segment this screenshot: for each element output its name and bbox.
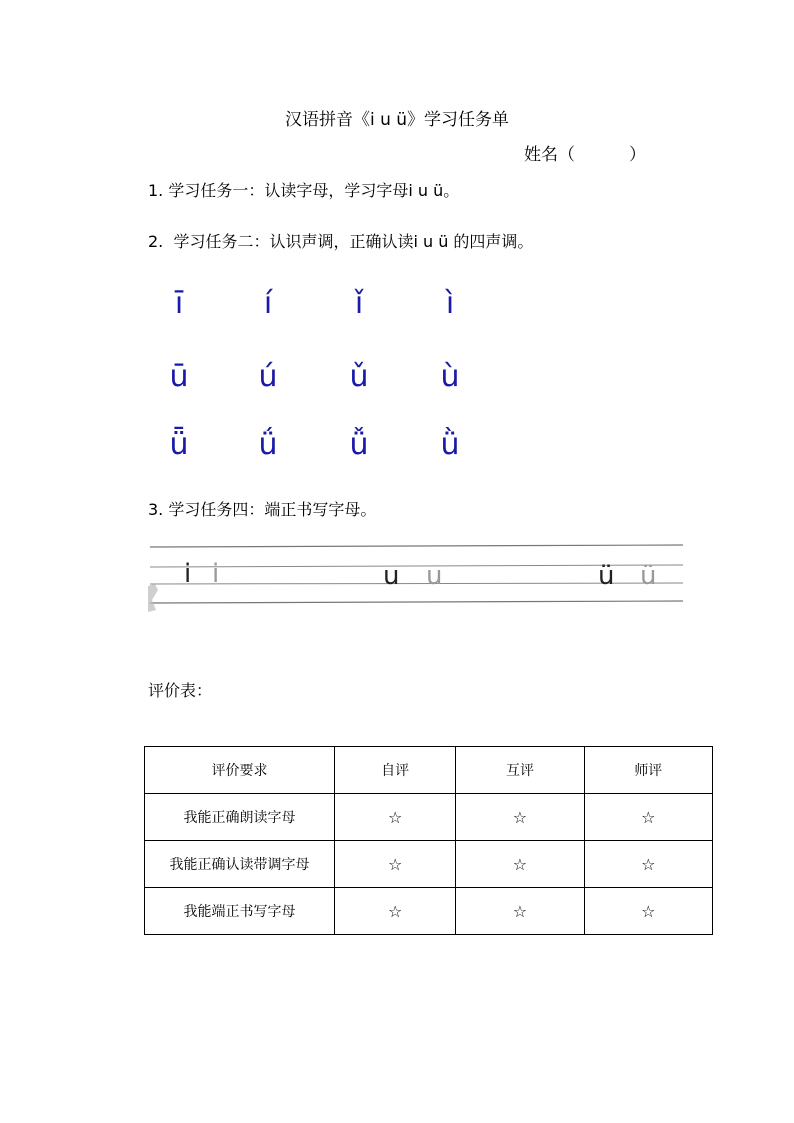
tone-letter: í (263, 286, 273, 321)
task-1: 1. 学习任务一：认读字母，学习字母i u ü。 (148, 181, 460, 200)
letter-trace: ü (640, 561, 657, 591)
tone-letter: ù (440, 359, 460, 394)
tone-letter: ǘ (258, 427, 278, 462)
tone-letter: ǔ (349, 359, 369, 394)
star-icon[interactable]: ☆ (584, 794, 712, 841)
table-row (145, 841, 713, 888)
letter-sample: ü (598, 561, 615, 591)
star-icon[interactable]: ☆ (584, 841, 712, 888)
tone-letter: ì (445, 286, 455, 321)
scan-shadow (148, 584, 158, 612)
table-header: 互评 (456, 747, 584, 794)
tone-letter: ǚ (349, 427, 369, 462)
table-header-row (145, 747, 713, 794)
table-cell: 我能正确朗读字母 (145, 794, 335, 841)
star-icon[interactable]: ☆ (334, 841, 455, 888)
tone-letter: ú (258, 359, 278, 394)
evaluation-table (144, 746, 713, 935)
table-header: 师评 (584, 747, 712, 794)
table-header: 评价要求 (145, 747, 335, 794)
tone-letter: ū (169, 359, 189, 394)
star-icon[interactable]: ☆ (334, 794, 455, 841)
star-icon[interactable]: ☆ (334, 888, 455, 935)
name-field: 姓名（ ） (524, 145, 647, 165)
letter-trace: i (212, 559, 220, 589)
evaluation-label: 评价表： (148, 681, 213, 700)
star-icon[interactable]: ☆ (456, 794, 584, 841)
letter-sample: u (383, 561, 400, 591)
table-cell: 我能端正书写字母 (145, 888, 335, 935)
letter-sample: i (184, 559, 192, 589)
table-row (145, 794, 713, 841)
tone-letter: ǐ (354, 286, 364, 321)
table-row (145, 888, 713, 935)
letter-trace: u (426, 561, 443, 591)
worksheet-title: 汉语拼音《i u ü》学习任务单 (284, 110, 510, 130)
star-icon[interactable]: ☆ (456, 888, 584, 935)
tone-letter: ī (174, 286, 184, 321)
task-2: 2. 学习任务二：认识声调，正确认读i u ü 的四声调。 (148, 232, 534, 251)
star-icon[interactable]: ☆ (584, 888, 712, 935)
task-3: 3. 学习任务四：端正书写字母。 (148, 500, 377, 519)
tone-letter: ǜ (440, 427, 460, 462)
grid-line (150, 545, 683, 547)
tone-letter: ǖ (169, 427, 189, 462)
table-cell: 我能正确认读带调字母 (145, 841, 335, 888)
star-icon[interactable]: ☆ (456, 841, 584, 888)
grid-line (150, 601, 683, 603)
table-header: 自评 (334, 747, 455, 794)
writing-grid (148, 540, 685, 612)
